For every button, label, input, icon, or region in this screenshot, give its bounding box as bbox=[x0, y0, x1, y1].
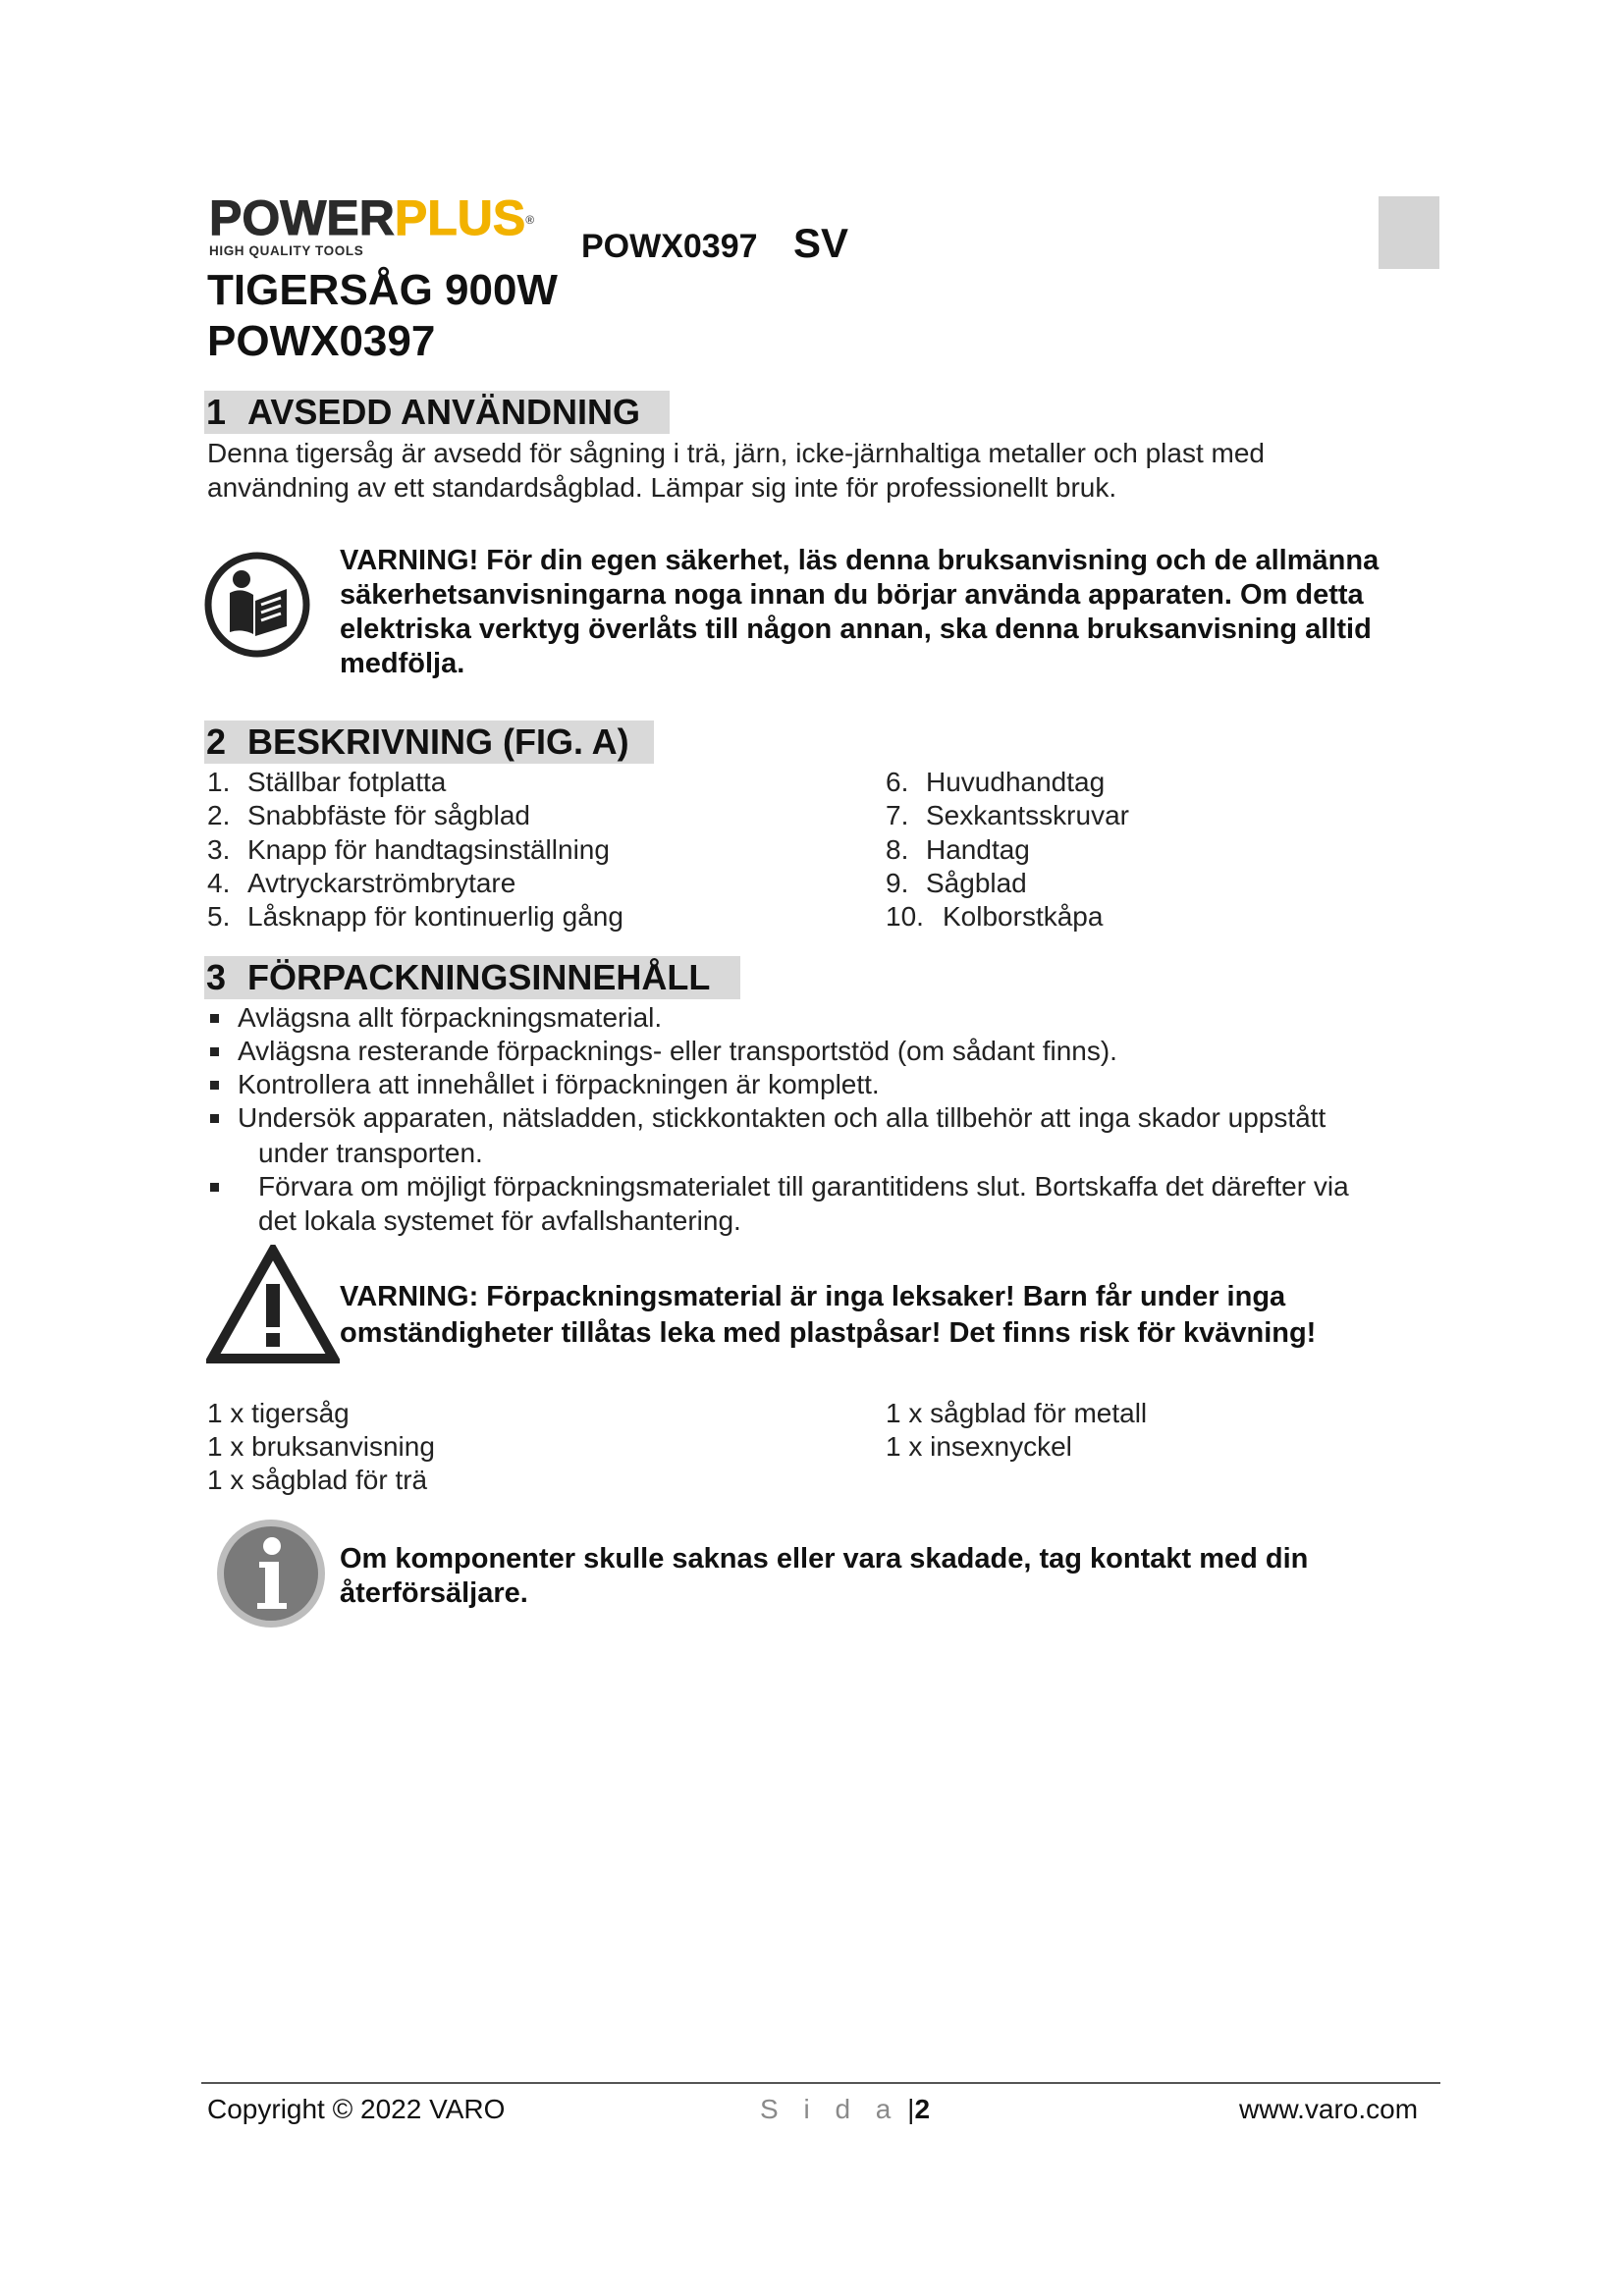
info-text-line: återförsäljare. bbox=[340, 1577, 528, 1609]
bullet-marker bbox=[210, 1014, 219, 1023]
logo-plus-text: PLUS bbox=[394, 190, 526, 245]
bullet-item: Avlägsna allt förpackningsmaterial. bbox=[238, 1002, 663, 1033]
section-heading-package-contents bbox=[204, 956, 740, 999]
read-manual-icon bbox=[202, 550, 312, 660]
bullet-item: Undersök apparaten, nätsladden, stickkontakten och alla tillbehör att inga skador uppstått bbox=[238, 1102, 1326, 1133]
bullet-marker bbox=[210, 1183, 219, 1192]
list-item: 10. Kolborstkåpa bbox=[886, 901, 1104, 932]
bullet-marker bbox=[210, 1114, 219, 1123]
bullet-item: Förvara om möjligt förpackningsmaterialet till garantitidens slut. Bortskaffa det därefter via bbox=[258, 1171, 1349, 1201]
list-item: 4. Avtryckarströmbrytare bbox=[207, 868, 516, 898]
language-code: SV bbox=[793, 220, 849, 266]
info-text-line: Om komponenter skulle saknas eller vara skadade, tag kontakt med din bbox=[340, 1543, 1309, 1575]
warning-text-line: VARNING: Förpackningsmaterial är inga leksaker! Barn får under inga bbox=[340, 1281, 1286, 1312]
footer-website: www.varo.com bbox=[1239, 2094, 1419, 2124]
bullet-item: Kontrollera att innehållet i förpackningen är komplett. bbox=[238, 1069, 880, 1099]
list-item: 2. Snabbfäste för sågblad bbox=[207, 800, 530, 830]
section-title: BESKRIVNING (FIG. A) bbox=[247, 721, 629, 762]
contents-item: 1 x insexnyckel bbox=[886, 1431, 1072, 1462]
section-title: AVSEDD ANVÄNDNING bbox=[247, 392, 641, 432]
paragraph-line: Denna tigersåg är avsedd för sågning i trä, järn, icke-järnhaltiga metaller och plast med bbox=[207, 438, 1266, 468]
logo-power-text: POWER bbox=[209, 190, 395, 245]
page-number: 2 bbox=[914, 2094, 931, 2124]
section-number: 2 bbox=[206, 721, 227, 762]
model-code: POWX0397 bbox=[581, 228, 758, 265]
section-title: FÖRPACKNINGSINNEHÅLL bbox=[247, 957, 711, 997]
contents-item: 1 x sågblad för metall bbox=[886, 1398, 1148, 1428]
list-item: 1. Ställbar fotplatta bbox=[207, 767, 447, 797]
footer-divider bbox=[201, 2082, 1440, 2084]
footer-page-indicator bbox=[760, 2093, 930, 2126]
page-title: TIGERSÅG 900W bbox=[207, 266, 558, 314]
list-item: 9. Sågblad bbox=[886, 868, 1027, 898]
warning-text-line: säkerhetsanvisningarna noga innan du börjar använda apparaten. Om detta bbox=[340, 579, 1364, 611]
page-subtitle: POWX0397 bbox=[207, 317, 436, 365]
bullet-item: Avlägsna resterande förpacknings- eller transportstöd (om sådant finns). bbox=[238, 1036, 1117, 1066]
page-corner-tab bbox=[1379, 196, 1439, 269]
section-number: 3 bbox=[206, 957, 227, 997]
bullet-item-continuation: det lokala systemet för avfallshantering. bbox=[258, 1205, 741, 1236]
list-item: 5. Låsknapp för kontinuerlig gång bbox=[207, 901, 623, 932]
info-icon bbox=[214, 1517, 328, 1630]
section-number: 1 bbox=[206, 392, 227, 432]
logo-tagline: HIGH QUALITY TOOLS bbox=[209, 243, 364, 258]
page-separator: | bbox=[907, 2094, 915, 2124]
bullet-marker bbox=[210, 1081, 219, 1090]
logo-registered-mark: ® bbox=[525, 213, 535, 227]
warning-triangle-icon bbox=[206, 1245, 340, 1366]
bullet-marker bbox=[210, 1047, 219, 1056]
warning-text-line: omständigheter tillåtas leka med plastpåsar! Det finns risk för kvävning! bbox=[340, 1317, 1317, 1349]
warning-text-line: medfölja. bbox=[340, 648, 465, 679]
brand-logo bbox=[209, 192, 563, 263]
paragraph-line: användning av ett standardsågblad. Lämpar sig inte för professionellt bruk. bbox=[207, 472, 1117, 503]
warning-text-line: VARNING! För din egen säkerhet, läs denna bruksanvisning och de allmänna bbox=[340, 545, 1380, 576]
footer-copyright: Copyright © 2022 VARO bbox=[207, 2094, 506, 2124]
section-heading-description bbox=[204, 721, 654, 764]
list-item: 7. Sexkantsskruvar bbox=[886, 800, 1129, 830]
list-item: 8. Handtag bbox=[886, 834, 1030, 865]
list-item: 3. Knapp för handtagsinställning bbox=[207, 834, 610, 865]
section-heading-intended-use bbox=[204, 391, 670, 434]
warning-text-line: elektriska verktyg överlåts till någon annan, ska denna bruksanvisning alltid bbox=[340, 614, 1372, 645]
contents-item: 1 x tigersåg bbox=[207, 1398, 350, 1428]
contents-item: 1 x bruksanvisning bbox=[207, 1431, 435, 1462]
bullet-item-continuation: under transporten. bbox=[258, 1138, 483, 1168]
page-label: S i d a bbox=[760, 2094, 900, 2124]
list-item: 6. Huvudhandtag bbox=[886, 767, 1106, 797]
contents-item: 1 x sågblad för trä bbox=[207, 1465, 428, 1495]
